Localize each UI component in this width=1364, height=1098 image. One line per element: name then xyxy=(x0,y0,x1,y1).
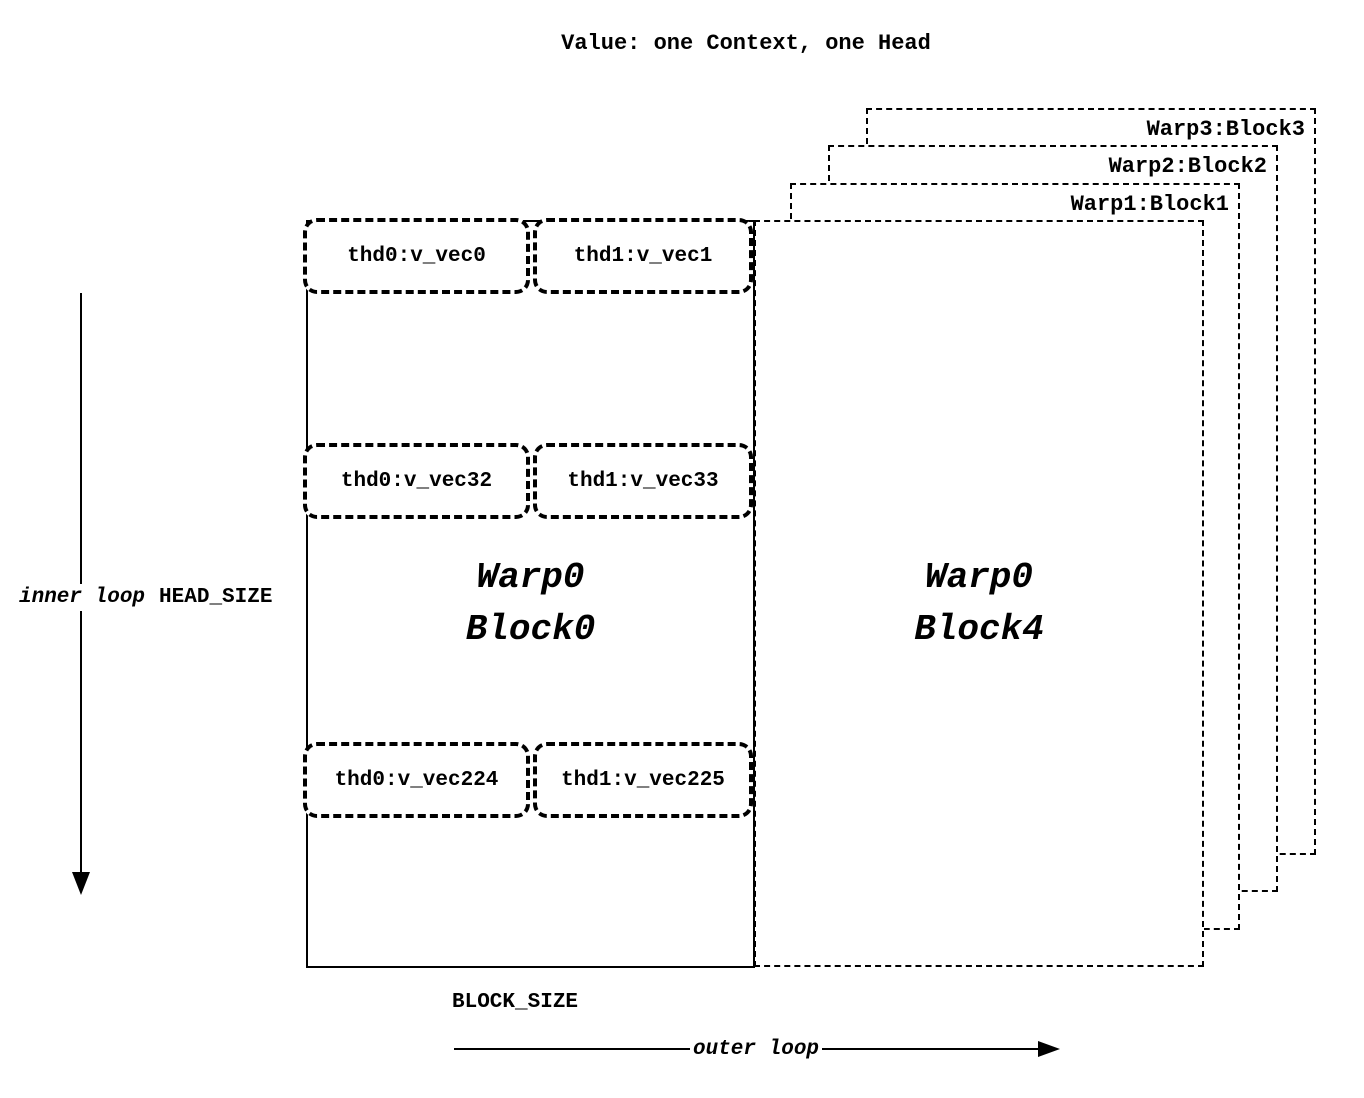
warp0-block4-label xyxy=(756,552,1202,656)
warp0-block4-label-line2: Block4 xyxy=(914,609,1044,650)
thd0-v_vec0-label: thd0:v_vec0 xyxy=(347,244,486,268)
warp1-block1-label: Warp1:Block1 xyxy=(1070,192,1229,217)
thd0-v_vec0-cell xyxy=(303,218,530,294)
inner-loop-arrow-line xyxy=(80,293,82,873)
thd0-v_vec32-cell xyxy=(303,443,530,519)
warp3-block3-label: Warp3:Block3 xyxy=(1146,117,1305,142)
warp0-block0-label xyxy=(308,552,753,656)
head-size-text: HEAD_SIZE xyxy=(159,586,273,609)
thd1-v_vec33-label: thd1:v_vec33 xyxy=(567,469,719,493)
warp0-block4-label-line1: Warp0 xyxy=(924,557,1034,598)
thd0-v_vec32-label: thd0:v_vec32 xyxy=(340,469,493,493)
warp0-block0-label-line1: Warp0 xyxy=(476,557,585,598)
outer-loop-axis-label: outer loop xyxy=(690,1038,822,1061)
arrow-right-icon xyxy=(1038,1041,1060,1057)
inner-loop-axis-label xyxy=(16,584,275,611)
warp0-block0-label-line2: Block0 xyxy=(465,609,596,650)
thd1-v_vec1-label: thd1:v_vec1 xyxy=(573,244,713,268)
warp0-block0-box xyxy=(306,220,755,968)
thd1-v_vec225-label: thd1:v_vec225 xyxy=(561,768,725,792)
thd1-v_vec33-cell xyxy=(533,443,753,519)
diagram-title: Value: one Context, one Head xyxy=(561,31,931,56)
thd0-v_vec224-cell xyxy=(303,742,530,818)
arrow-down-icon xyxy=(72,872,90,895)
block-size-label: BLOCK_SIZE xyxy=(452,991,579,1014)
thd1-v_vec1-cell xyxy=(533,218,753,294)
warp2-block2-label: Warp2:Block2 xyxy=(1108,154,1267,179)
warp0-block4-box xyxy=(754,220,1204,967)
thd1-v_vec225-cell xyxy=(533,742,753,818)
thd0-v_vec224-label: thd0:v_vec224 xyxy=(334,768,499,792)
inner-loop-text: inner loop xyxy=(19,586,146,609)
